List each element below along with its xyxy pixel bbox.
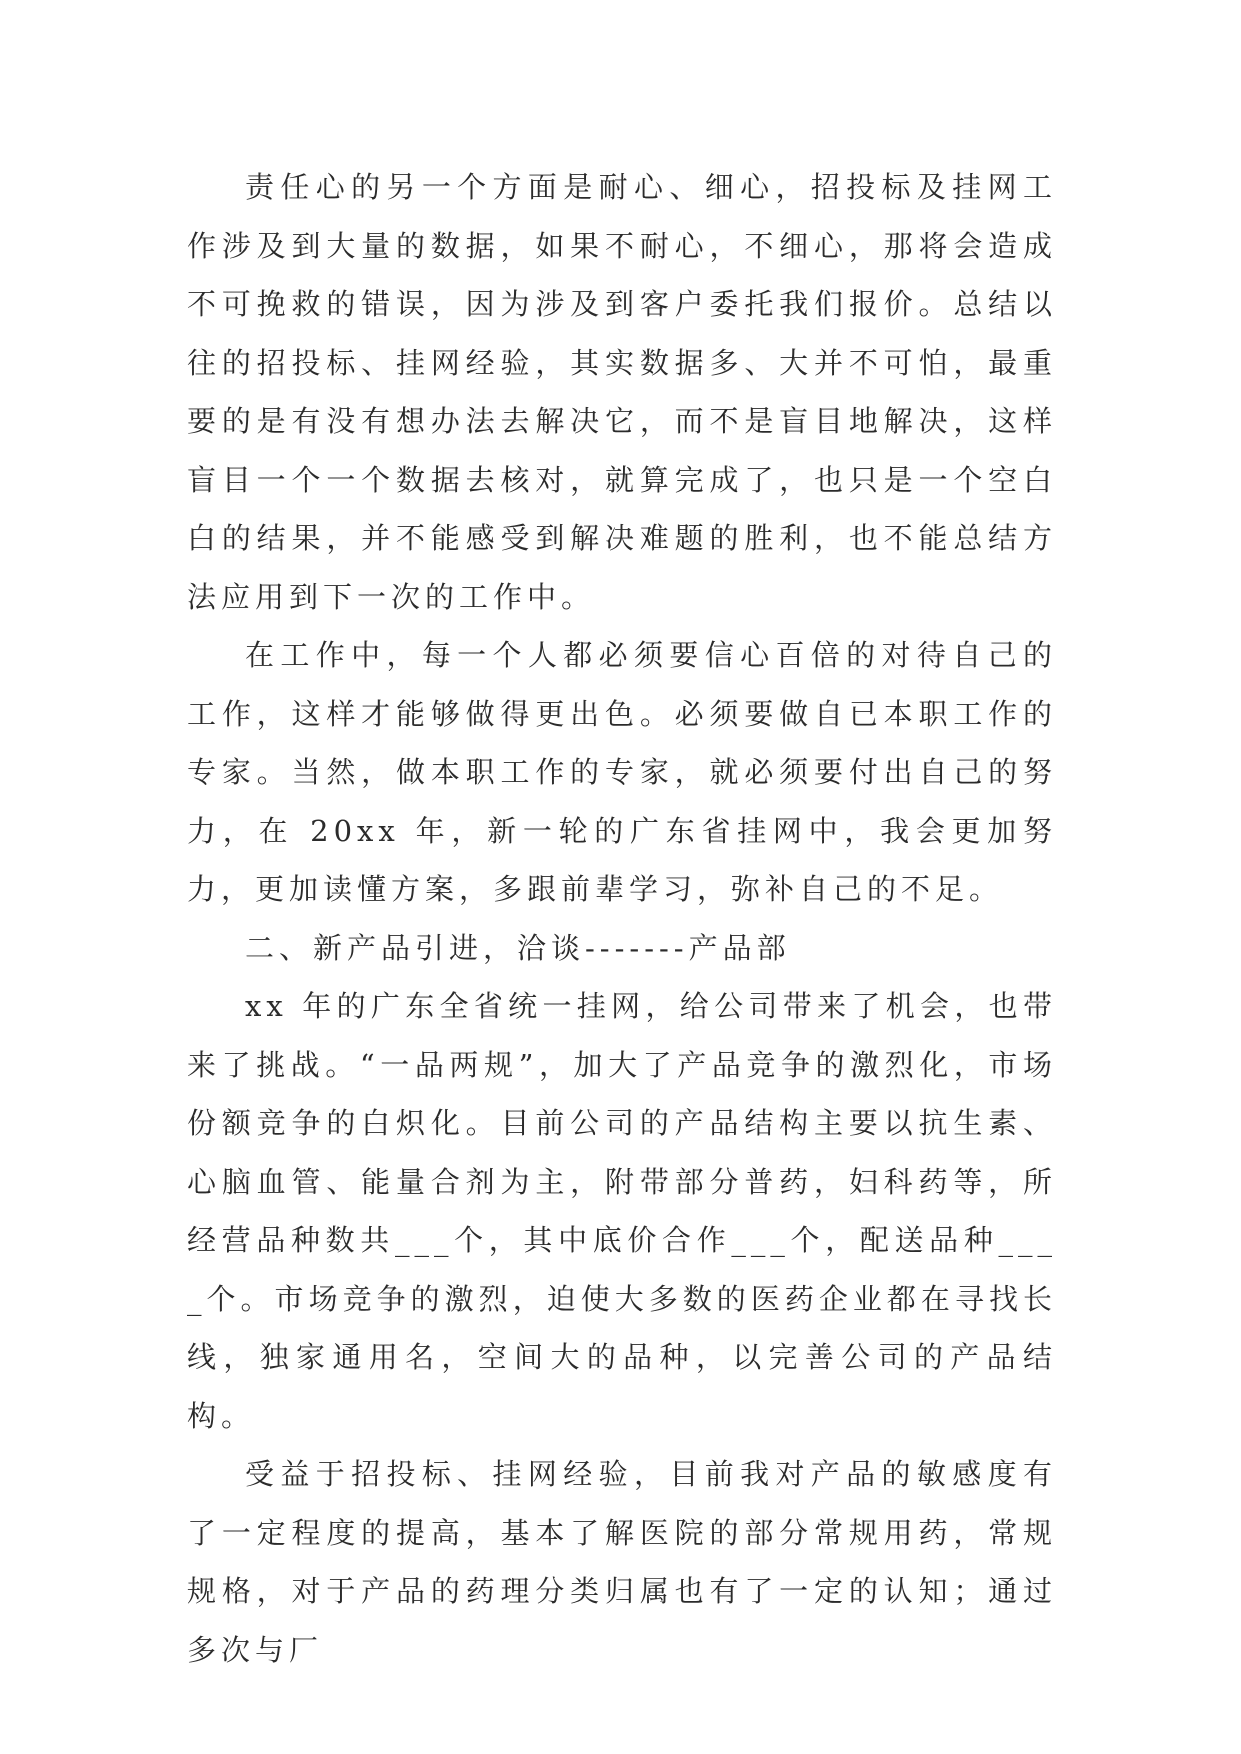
paragraph-confidence-work: 在工作中，每一个人都必须要信心百倍的对待自己的工作，这样才能够做得更出色。必须要做自已本职工作的专家。当然，做本职工作的专家，就必须要付出自己的努力，在 20xx 年，新一轮的广东省挂网中，我会更加努力，更加读懂方案，多跟前辈学习，弥补自己的不足。 bbox=[187, 638, 1057, 906]
paragraph-responsibility-patience: 责任心的另一个方面是耐心、细心，招投标及挂网工作涉及到大量的数据，如果不耐心，不细心，那将会造成不可挽救的错误，因为涉及到客户委托我们报价。总结以往的招投标、挂网经验，其实数据多、大并不可怕，最重要的是有没有想办法去解决它，而不是盲目地解决，这样盲目一个一个数据去核对，就算完成了，也只是一个空白白的结果，并不能感受到解决难题的胜利，也不能总结方法应用到下一次的工作中。 bbox=[187, 170, 1057, 614]
paragraph-guangdong-listing: xx 年的广东全省统一挂网，给公司带来了机会，也带来了挑战。“一品两规”，加大了产品竞争的激烈化，市场份额竞争的白炽化。目前公司的产品结构主要以抗生素、心脑血管、能量合剂为主，附带部分普药，妇科药等，所经营品种数共___个，其中底价合作___个，配送品种____个。市场竞争的激烈，迫使大多数的医药企业都在寻找长线，独家通用名，空间大的品种，以完善公司的产品结构。 bbox=[187, 989, 1057, 1433]
paragraph-bidding-experience: 受益于招投标、挂网经验，目前我对产品的敏感度有了一定程度的提高，基本了解医院的部分常规用药，常规规格，对于产品的药理分类归属也有了一定的认知；通过多次与厂 bbox=[187, 1457, 1057, 1667]
document-body bbox=[187, 158, 1057, 1679]
section-heading-new-product: 二、新产品引进，洽谈-------产品部 bbox=[245, 930, 791, 965]
